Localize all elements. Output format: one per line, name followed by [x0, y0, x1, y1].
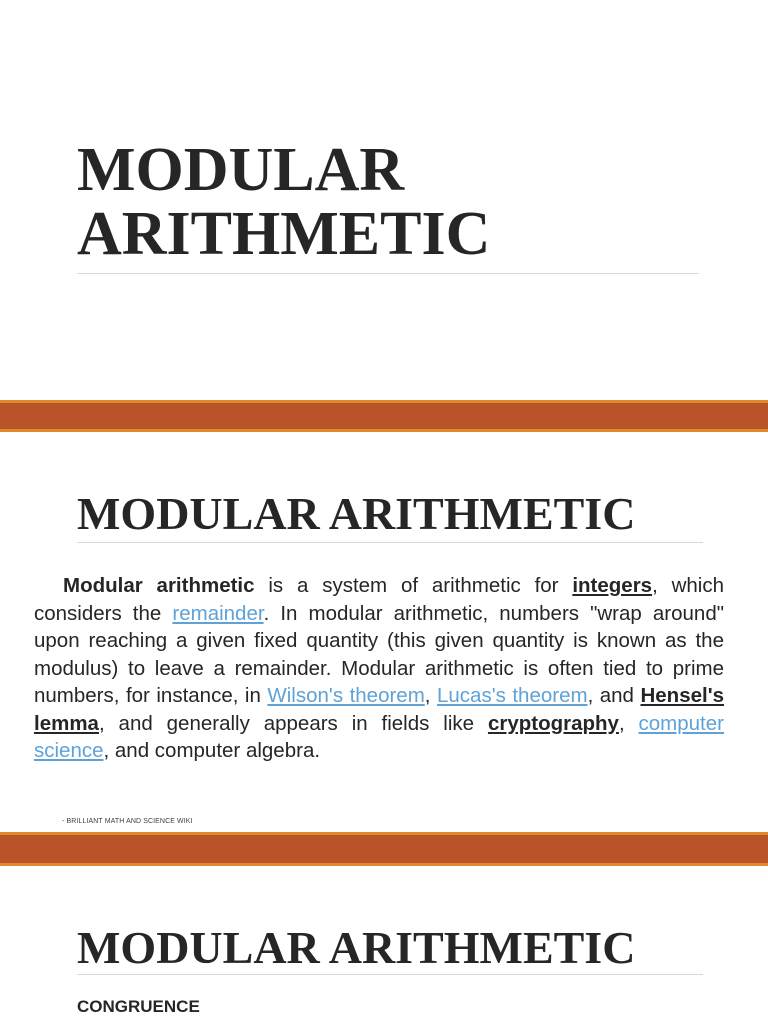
paragraph-text: , and generally appears in fields like: [98, 711, 488, 735]
slide-3: [0, 866, 768, 1024]
paragraph-text: is a system of arithmetic for: [254, 574, 573, 597]
link-hensels-lemma[interactable]: Hensel's lemma: [34, 684, 724, 735]
link-remainder[interactable]: remainder: [172, 601, 264, 625]
paragraph-text: ,: [424, 684, 437, 707]
term-modular-arithmetic: Modular arithmetic: [63, 574, 255, 597]
slide-1-title: [77, 138, 717, 266]
paragraph-text: , and: [587, 684, 641, 707]
slide-1-title-line-1: MODULAR: [77, 136, 405, 204]
link-lucas-theorem[interactable]: Lucas's theorem: [436, 684, 588, 707]
slide-3-title: MODULAR ARITHMETIC: [77, 922, 636, 973]
source-credit: - BRILLIANT MATH AND SCIENCE WIKI: [62, 818, 193, 825]
slide-2: [0, 432, 768, 832]
paragraph-text: , and computer algebra.: [103, 739, 321, 762]
paragraph-text: , which considers the: [34, 574, 725, 625]
slide-1: [0, 0, 768, 400]
link-integers[interactable]: integers: [572, 574, 653, 597]
link-cryptography[interactable]: cryptography: [487, 711, 619, 735]
slide-1-title-line-2: ARITHMETIC: [77, 200, 491, 268]
title-divider: [77, 273, 699, 274]
slide-separator: [0, 400, 768, 432]
slide-separator: [0, 832, 768, 866]
paragraph-text: . In modular arithmetic, numbers "wrap around" upon reaching a given fixed quantity (this given quantity is known as the modulus) to leave a remainder. Modular arithmetic is often tied to prime numbers, for instance, in: [34, 601, 724, 707]
paragraph-text: ,: [618, 711, 639, 735]
slide-2-title: MODULAR ARITHMETIC: [77, 488, 636, 539]
definition-paragraph: [34, 572, 724, 765]
link-wilsons-theorem[interactable]: Wilson's theorem: [267, 684, 425, 707]
link-computer-science[interactable]: computer science: [34, 711, 724, 762]
title-divider: [77, 542, 703, 543]
section-subheading: CONGRUENCE: [77, 997, 200, 1016]
title-divider: [77, 974, 703, 975]
